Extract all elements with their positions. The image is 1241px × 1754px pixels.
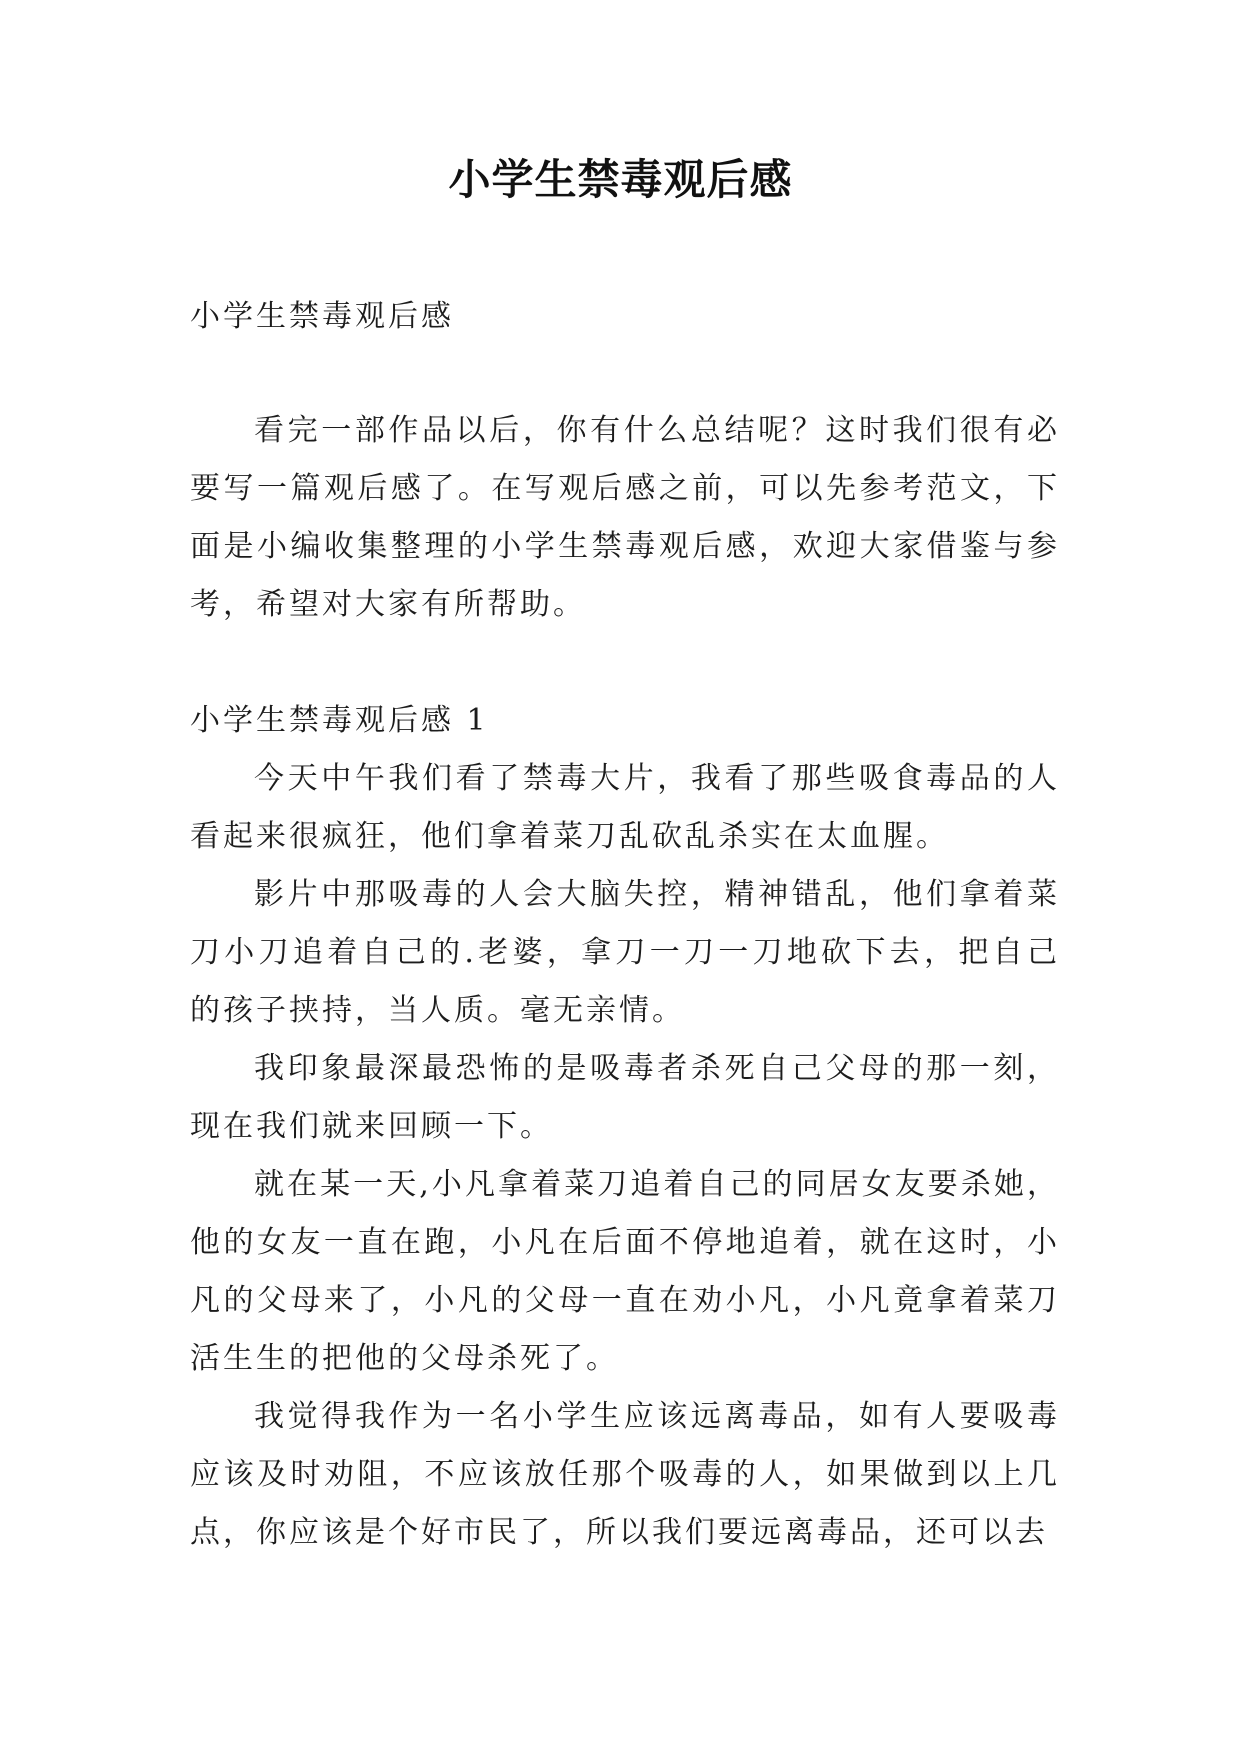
section-paragraph: 就在某一天,小凡拿着菜刀追着自己的同居女友要杀她，他的女友一直在跑，小凡在后面不停地追着，就在这时，小凡的父母来了，小凡的父母一直在劝小凡，小凡竟拿着菜刀活生生的把他的父母杀死了。 (190, 1167, 1060, 1376)
intro-section (190, 402, 1060, 634)
intro-paragraph: 看完一部作品以后，你有什么总结呢？这时我们很有必要写一篇观后感了。在写观后感之前，可以先参考范文，下面是小编收集整理的小学生禁毒观后感，欢迎大家借鉴与参考，希望对大家有所帮助。 (190, 413, 1060, 622)
document-title: 小学生禁毒观后感 (448, 155, 793, 204)
section-paragraph: 影片中那吸毒的人会大脑失控，精神错乱，他们拿着菜刀小刀追着自己的.老婆，拿刀一刀一刀地砍下去，把自己的孩子挟持，当人质。毫无亲情。 (190, 877, 1060, 1028)
section-paragraph: 我印象最深最恐怖的是吸毒者杀死自己父母的那一刻，现在我们就来回顾一下。 (190, 1051, 1060, 1144)
section-paragraph: 今天中午我们看了禁毒大片，我看了那些吸食毒品的人看起来很疯狂，他们拿着菜刀乱砍乱杀实在太血腥。 (190, 761, 1060, 854)
document-subtitle: 小学生禁毒观后感 (190, 299, 454, 334)
section-body (190, 750, 1060, 1562)
section-heading: 小学生禁毒观后感 1 (190, 703, 489, 738)
section-paragraph: 我觉得我作为一名小学生应该远离毒品，如有人要吸毒应该及时劝阻，不应该放任那个吸毒的人，如果做到以上几点，你应该是个好市民了，所以我们要远离毒品，还可以去 (190, 1399, 1060, 1550)
